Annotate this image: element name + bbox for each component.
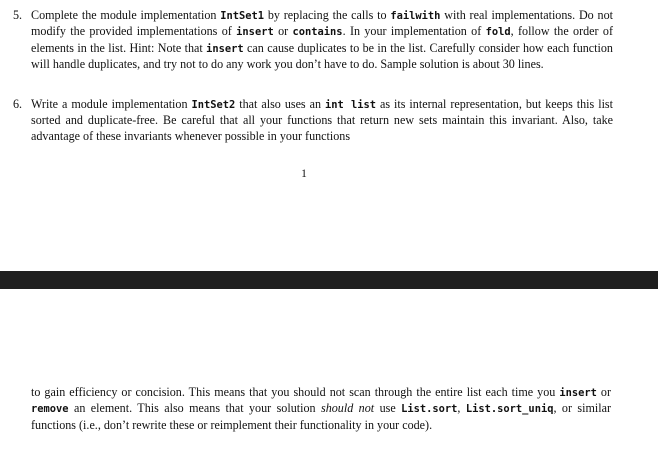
code-fold: fold xyxy=(485,26,511,39)
code-list-sort-uniq: List.sort_uniq xyxy=(465,403,554,416)
code-contains: contains xyxy=(292,26,343,39)
exercise-6-number: 6. xyxy=(13,97,23,111)
code-insert-2: insert xyxy=(206,42,244,55)
code-failwith: failwith xyxy=(390,10,441,22)
emphasis-should-not: should not xyxy=(321,401,375,416)
exercise-6-text: Write a module implementation IntSet2 that also uses an int list as its internal representation, but keeps this list sorted and duplicate-free. Be careful that all your functions that return new sets maintain this invariant. Also, take advantage of these invariants whenever possible in your functions xyxy=(31,97,614,143)
code-intset1: IntSet1 xyxy=(220,10,265,22)
exercise-6 xyxy=(13,97,613,144)
exercise-6-continuation: to gain efficiency or concision. This means that you should not scan through the entire list each time you insert or remove an element. This also means that your solution should not use List.sort, List.sort_uniq, or similar functions (i.e., don’t rewrite these or reimplement their functionality in your code). xyxy=(31,385,612,432)
code-list-sort: List.sort xyxy=(401,403,458,416)
code-insert-3: insert xyxy=(559,387,597,399)
page-2 xyxy=(0,289,658,451)
exercise-5-number: 5. xyxy=(13,8,23,22)
code-remove: remove xyxy=(31,403,69,416)
page-divider xyxy=(0,271,658,289)
code-int-list: int list xyxy=(325,99,377,111)
page-number: 1 xyxy=(301,168,307,180)
code-insert: insert xyxy=(236,26,274,39)
exercise-5 xyxy=(13,8,613,73)
exercise-5-text: Complete the module implementation IntSet1 by replacing the calls to failwith with real implementations. Do not modify the provided implementations of insert or contains. In your implementation of fold, follow the order of elements in the list. Hint: Note that insert can cause duplicates to be in the list. Carefully consider how each function will handle duplicates, and try not to do any work you don’t have to do. Sample solution is about 30 lines. xyxy=(31,8,614,72)
code-intset2: IntSet2 xyxy=(191,99,236,111)
